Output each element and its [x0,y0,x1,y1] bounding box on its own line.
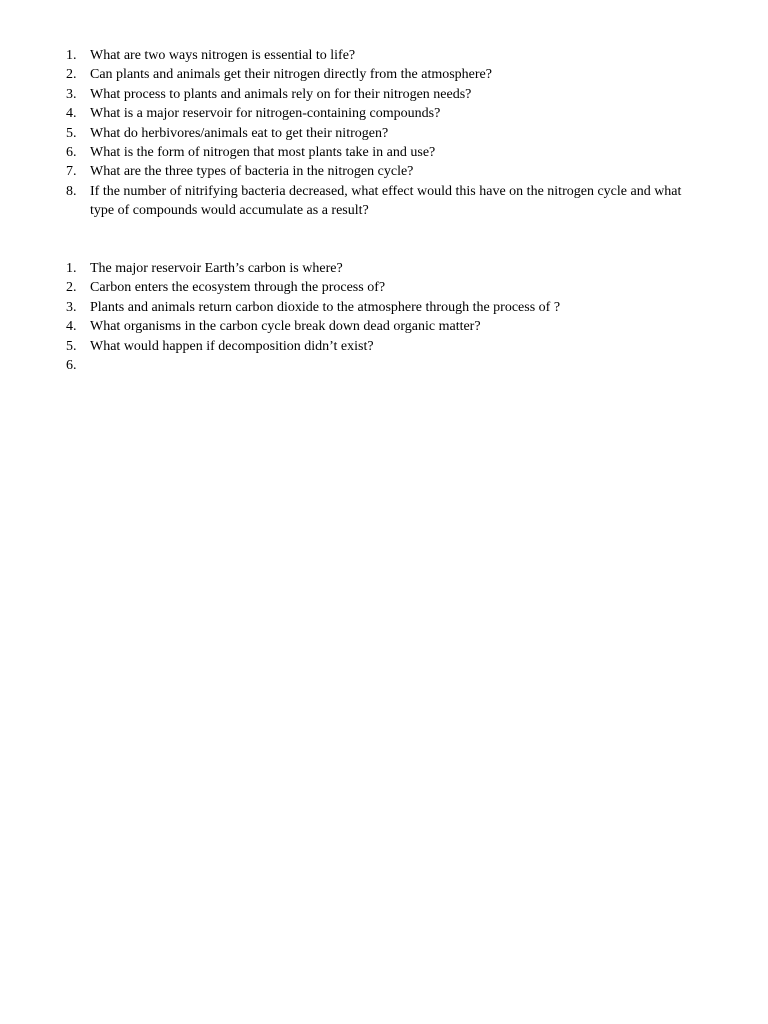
question-number: 3. [66,86,77,102]
question-text: What is the form of nitrogen that most plants take in and use? [90,145,436,161]
question-text: If the number of nitrifying bacteria decreased, what effect would this have on the nitrogen cycle and what type of compounds would accumulate as a result? [90,183,682,219]
question-text: Carbon enters the ecosystem through the process of? [90,280,386,296]
question-text: What are the three types of bacteria in the nitrogen cycle? [90,164,414,180]
question-text: What would happen if decomposition didn’t exist? [90,338,374,354]
question-text: What are two ways nitrogen is essential to life? [90,48,356,63]
question-item [66,85,706,104]
question-number: 2. [66,280,77,296]
nitrogen-question-list [66,46,706,221]
question-item [66,337,706,356]
question-number: 3. [66,299,77,315]
question-number: 6. [66,358,77,374]
question-text: What organisms in the carbon cycle break down dead organic matter? [90,319,481,335]
question-text: What process to plants and animals rely on for their nitrogen needs? [90,86,472,102]
question-number: 5. [66,125,77,141]
question-number: 4. [66,319,77,335]
question-number: 1. [66,48,77,63]
carbon-question-list [66,259,706,375]
question-item [66,356,706,375]
question-number: 1. [66,261,77,276]
question-item [66,317,706,336]
question-item [66,143,706,162]
question-item [66,278,706,297]
question-number: 2. [66,67,77,83]
question-number: 7. [66,164,77,180]
question-number: 5. [66,338,77,354]
question-item [66,259,706,278]
question-number: 8. [66,183,77,199]
question-number: 4. [66,106,77,122]
question-text: What do herbivores/animals eat to get their nitrogen? [90,125,389,141]
question-item [66,124,706,143]
question-item [66,46,706,65]
question-text: Plants and animals return carbon dioxide to the atmosphere through the process of ? [90,299,561,315]
question-item [66,298,706,317]
question-item [66,65,706,84]
question-item [66,162,706,181]
question-item [66,104,706,123]
question-item [66,182,706,221]
question-number: 6. [66,145,77,161]
question-text: What is a major reservoir for nitrogen-containing compounds? [90,106,441,122]
question-text: Can plants and animals get their nitrogen directly from the atmosphere? [90,67,492,83]
question-text: The major reservoir Earth’s carbon is where? [90,261,343,276]
